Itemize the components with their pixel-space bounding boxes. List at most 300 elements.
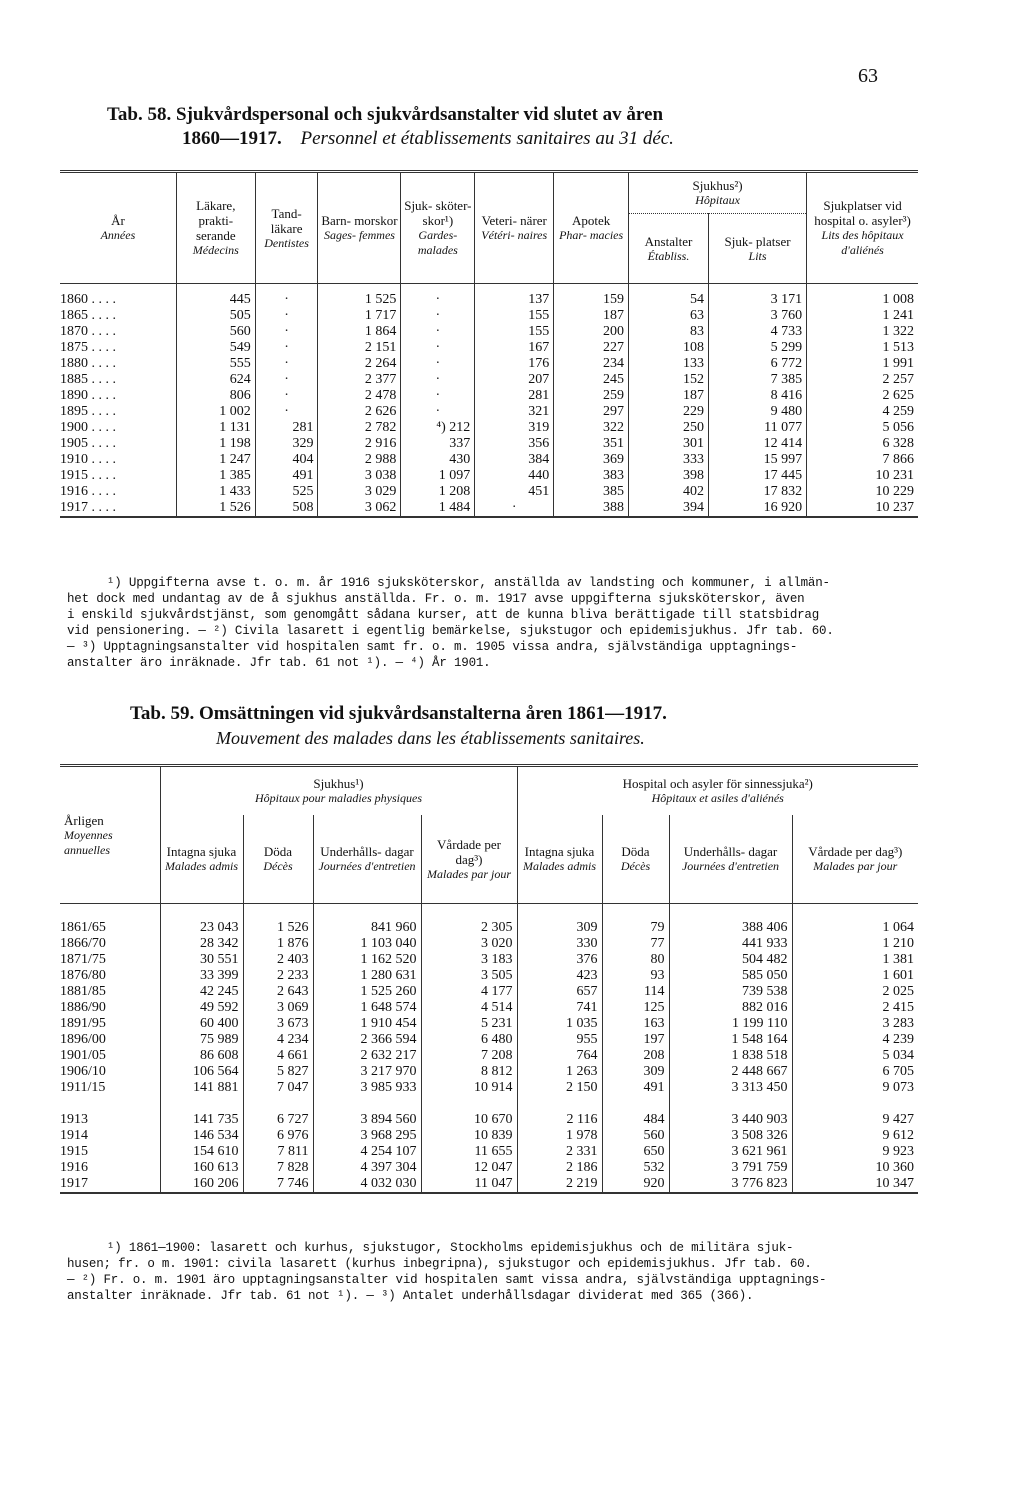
tab58-cell: 1905 . . . . (60, 436, 116, 451)
tab59-cell: 1913 (60, 1112, 88, 1127)
tab58-cell: · (401, 404, 475, 420)
tab59-cell: 60 400 (160, 1016, 243, 1032)
tab59-row (60, 1016, 918, 1032)
tab59-cell: 2 025 (792, 984, 918, 1000)
tab58-cell: 152 (629, 372, 709, 388)
tab59-cell: 955 (517, 1032, 602, 1048)
tab59-cell: 3 440 903 (669, 1112, 792, 1128)
tab59-cell: 2 415 (792, 1000, 918, 1016)
tab59-cell: 79 (602, 920, 669, 936)
tab58-cell: 1890 . . . . (60, 388, 116, 403)
tab59-cell: 3 313 450 (669, 1080, 792, 1096)
tab59-cell: 6 705 (792, 1064, 918, 1080)
tab59-cell: 1 548 164 (669, 1032, 792, 1048)
tab58-cell: 1 198 (176, 436, 255, 452)
tab58-cell: 297 (554, 404, 629, 420)
tab58-header-anstalter: Anstalter Établiss. (629, 214, 709, 284)
tab59-header-group2: Hospital och asyler för sinnessjuka²) Hôpitaux et asiles d'aliénés (517, 766, 918, 816)
tab59-cell: 3 985 933 (313, 1080, 421, 1096)
tab59-cell: 2 150 (517, 1080, 602, 1096)
tab59-cell: 2 331 (517, 1144, 602, 1160)
tab59-cell: 10 347 (792, 1176, 918, 1193)
tab59-spacer (60, 1096, 918, 1112)
tab58-cell: 245 (554, 372, 629, 388)
tab59-cell: 8 812 (421, 1064, 517, 1080)
tab58-cell: 321 (475, 404, 554, 420)
tab59-cell: 504 482 (669, 952, 792, 968)
tab58-cell: 1 525 (318, 284, 401, 309)
tab58-cell: 137 (475, 284, 554, 309)
tab58-cell: 10 229 (807, 484, 918, 500)
tab58-cell: 1875 . . . . (60, 340, 116, 355)
tab59-cell: 1 838 518 (669, 1048, 792, 1064)
tab58-cell: 555 (176, 356, 255, 372)
tab59-header-group1: Sjukhus¹) Hôpitaux pour maladies physiques (160, 766, 517, 816)
tab58-cell: 1 717 (318, 308, 401, 324)
tab59-cell: 3 020 (421, 936, 517, 952)
tab59-cell: 141 735 (160, 1112, 243, 1128)
tab58-cell: 1 864 (318, 324, 401, 340)
tab59-cell: 1 103 040 (313, 936, 421, 952)
tab59-cell: 1881/85 (60, 984, 106, 999)
tab59-cell: 1901/05 (60, 1048, 106, 1063)
tab58-row (60, 308, 918, 324)
tab59-header-underh: Underhålls- dagar Journées d'entretien (313, 815, 421, 904)
tab59-cell: 30 551 (160, 952, 243, 968)
tab58-row (60, 500, 918, 517)
tab58-cell: 2 988 (318, 452, 401, 468)
tab58-cell: 445 (176, 284, 255, 309)
tab58-cell: 2 626 (318, 404, 401, 420)
tab58-cell: 133 (629, 356, 709, 372)
tab58-cell: 259 (554, 388, 629, 404)
tab58-cell: 155 (475, 308, 554, 324)
tab58-cell: 322 (554, 420, 629, 436)
tab58-cell: · (255, 308, 318, 324)
tab59-cell: 2 186 (517, 1160, 602, 1176)
tab58-title-line1: Tab. 58. Sjukvårdspersonal och sjukvårdsanstalter vid slutet av åren (107, 104, 664, 125)
tab58-cell: 281 (255, 420, 318, 436)
tab58-cell: 1870 . . . . (60, 324, 116, 339)
tab59-row (60, 1112, 918, 1128)
tab58-header-vet: Veteri- närer Vétéri- naires (475, 172, 554, 284)
tab58-cell: 17 445 (708, 468, 806, 484)
tab59-row (60, 920, 918, 936)
tab59-header-vardade: Vårdade per dag³) Malades par jour (421, 815, 517, 904)
tab59-cell: 1 648 574 (313, 1000, 421, 1016)
tab59-cell: 1886/90 (60, 1000, 106, 1015)
tab59-cell: 1871/75 (60, 952, 106, 967)
tab59-cell: 77 (602, 936, 669, 952)
tab58-cell: 229 (629, 404, 709, 420)
tab58-cell: 1900 . . . . (60, 420, 116, 435)
tab59-header-vardade-2: Vårdade per dag³) Malades par jour (792, 815, 918, 904)
tab59-cell: 1 064 (792, 920, 918, 936)
tab58-row (60, 284, 918, 309)
tab59-cell: 1 162 520 (313, 952, 421, 968)
tab59-cell: 4 234 (243, 1032, 313, 1048)
tab59-cell: 376 (517, 952, 602, 968)
tab58-header-hospital: Sjukplatser vid hospital o. asyler³) Lits des hôpitaux d'aliénés (807, 172, 918, 284)
tab58-cell: 10 237 (807, 500, 918, 517)
tab59-cell: 3 069 (243, 1000, 313, 1016)
tab59-row (60, 1064, 918, 1080)
tab58-cell: 3 760 (708, 308, 806, 324)
tab58-cell: 1 484 (401, 500, 475, 517)
tab58-cell: 394 (629, 500, 709, 517)
tab58-row (60, 388, 918, 404)
tab58-cell: 6 328 (807, 436, 918, 452)
tab58-cell: · (401, 388, 475, 404)
tab58-cell: 402 (629, 484, 709, 500)
tab58-cell: 176 (475, 356, 554, 372)
tab58-table (60, 170, 918, 518)
tab58-cell: 11 077 (708, 420, 806, 436)
tab59-cell: 160 613 (160, 1160, 243, 1176)
tab59-row (60, 1176, 918, 1193)
tab59-cell: 86 608 (160, 1048, 243, 1064)
tab59-cell: 1 210 (792, 936, 918, 952)
tab59-cell: 1 199 110 (669, 1016, 792, 1032)
tab58-cell: · (401, 340, 475, 356)
tab58-row (60, 484, 918, 500)
tab59-cell: 208 (602, 1048, 669, 1064)
tab58-cell: 508 (255, 500, 318, 517)
tab59-cell: 882 016 (669, 1000, 792, 1016)
tab58-cell: 207 (475, 372, 554, 388)
tab59-cell: 7 208 (421, 1048, 517, 1064)
tab58-cell: 3 171 (708, 284, 806, 309)
tab58-row (60, 436, 918, 452)
tab58-cell: 108 (629, 340, 709, 356)
tab59-cell: 1917 (60, 1176, 88, 1191)
tab59-cell: 388 406 (669, 920, 792, 936)
tab59-cell: 146 534 (160, 1128, 243, 1144)
tab58-cell: 385 (554, 484, 629, 500)
tab58-cell: 12 414 (708, 436, 806, 452)
tab59-row (60, 1144, 918, 1160)
tab58-cell: 1 241 (807, 308, 918, 324)
tab58-row (60, 468, 918, 484)
tab58-cell: 2 916 (318, 436, 401, 452)
tab59-header-intagna-2: Intagna sjuka Malades admis (517, 815, 602, 904)
tab58-cell: 319 (475, 420, 554, 436)
tab58-cell: 54 (629, 284, 709, 309)
tab58-cell: 549 (176, 340, 255, 356)
tab58-cell: 234 (554, 356, 629, 372)
tab58-cell: 491 (255, 468, 318, 484)
tab59-cell: 1866/70 (60, 936, 106, 951)
tab58-cell: 6 772 (708, 356, 806, 372)
tab59-cell: 739 538 (669, 984, 792, 1000)
tab59-cell: 4 254 107 (313, 1144, 421, 1160)
tab58-cell: · (255, 388, 318, 404)
tab58-cell: 1915 . . . . (60, 468, 116, 483)
tab59-cell: 3 776 823 (669, 1176, 792, 1193)
tab58-cell: 1 991 (807, 356, 918, 372)
tab58-cell: 7 385 (708, 372, 806, 388)
tab58-cell: 63 (629, 308, 709, 324)
tab58-cell: · (401, 372, 475, 388)
tab59-cell: 3 508 326 (669, 1128, 792, 1144)
tab59-cell: 2 632 217 (313, 1048, 421, 1064)
tab58-cell: 4 733 (708, 324, 806, 340)
tab59-row (60, 984, 918, 1000)
tab59-cell: 4 032 030 (313, 1176, 421, 1193)
tab58-cell: 200 (554, 324, 629, 340)
tab59-cell: 585 050 (669, 968, 792, 984)
tab59-cell: 9 427 (792, 1112, 918, 1128)
tab58-header-tand: Tand- läkare Dentistes (255, 172, 318, 284)
tab59-row (60, 1048, 918, 1064)
tab58-cell: 398 (629, 468, 709, 484)
tab58-cell: 333 (629, 452, 709, 468)
tab59-cell: 532 (602, 1160, 669, 1176)
tab58-cell: 2 257 (807, 372, 918, 388)
tab58-cell: 301 (629, 436, 709, 452)
tab58-cell: 1 008 (807, 284, 918, 309)
tab58-header-barn: Barn- morskor Sages- femmes (318, 172, 401, 284)
tab58-header-lakare: Läkare, prakti- serande Médecins (176, 172, 255, 284)
tab58-cell: 1 131 (176, 420, 255, 436)
tab59-cell: 2 305 (421, 920, 517, 936)
tab58-header-sjuk: Sjuk- sköter- skor¹) Gardes- malades (401, 172, 475, 284)
tab59-cell: 5 827 (243, 1064, 313, 1080)
tab58-cell: 8 416 (708, 388, 806, 404)
tab59-footnotes: ¹) 1861—1900: lasarett och kurhus, sjukstugor, Stockholms epidemisjukhus och de militära sjuk- husen; fr. o m. 1901: civila lasarett (kurhus inbegripna), sjukstugor och epidemisjukhus. Jfr tab. 60. — ²) Fr. o. m. 1901 äro upptagningsanstalter vid hospitalen samt vissa andra, självständiga upptagnings- anstalter inräknade. Jfr tab. 61 not ¹). — ³) Antalet underhållsdagar dividerat med 365 (366). (67, 1241, 827, 1303)
tab58-header-year: År Années (60, 172, 176, 284)
tab58-cell: 2 377 (318, 372, 401, 388)
tab59-cell: 330 (517, 936, 602, 952)
tab58-cell: 187 (554, 308, 629, 324)
tab59-cell: 309 (517, 920, 602, 936)
tab58-cell: 1 526 (176, 500, 255, 517)
tab59-row (60, 1000, 918, 1016)
tab58-cell: 2 782 (318, 420, 401, 436)
tab58-cell: 806 (176, 388, 255, 404)
tab58-cell: 1 385 (176, 468, 255, 484)
tab59-cell: 106 564 (160, 1064, 243, 1080)
tab59-cell: 1 280 631 (313, 968, 421, 984)
tab59-cell: 2 643 (243, 984, 313, 1000)
tab59-cell: 2 403 (243, 952, 313, 968)
tab58-cell: 430 (401, 452, 475, 468)
tab59-cell: 6 976 (243, 1128, 313, 1144)
tab59-cell: 1 601 (792, 968, 918, 984)
page-number: 63 (858, 65, 878, 87)
tab58-cell: 1 097 (401, 468, 475, 484)
tab59-cell: 160 206 (160, 1176, 243, 1193)
tab58-header-platser: Sjuk- platser Lits (708, 214, 806, 284)
tab58-row (60, 372, 918, 388)
tab58-subtitle: Personnel et établissements sanitaires au 31 déc. (300, 128, 674, 149)
tab58-cell: 451 (475, 484, 554, 500)
tab59-cell: 7 828 (243, 1160, 313, 1176)
tab58-cell: 83 (629, 324, 709, 340)
tab58-cell: 525 (255, 484, 318, 500)
tab59-cell: 2 366 594 (313, 1032, 421, 1048)
tab58-cell: 15 997 (708, 452, 806, 468)
tab58-cell: 356 (475, 436, 554, 452)
tab59-cell: 657 (517, 984, 602, 1000)
tab58-cell: · (401, 324, 475, 340)
tab59-header-doda: Döda Décès (243, 815, 313, 904)
tab58-cell: 1860 . . . . (60, 292, 116, 307)
tab59-cell: 33 399 (160, 968, 243, 984)
tab58-cell: 1917 . . . . (60, 500, 116, 515)
tab59-cell: 764 (517, 1048, 602, 1064)
tab59-cell: 93 (602, 968, 669, 984)
tab59-cell: 1 381 (792, 952, 918, 968)
tab58-cell: 2 625 (807, 388, 918, 404)
tab58-cell: · (255, 372, 318, 388)
tab59-cell: 7 811 (243, 1144, 313, 1160)
tab59-cell: 28 342 (160, 936, 243, 952)
tab58-cell: 1 208 (401, 484, 475, 500)
tab58-cell: 2 264 (318, 356, 401, 372)
tab58-cell: 5 056 (807, 420, 918, 436)
tab58-cell: 9 480 (708, 404, 806, 420)
tab59-cell: 4 239 (792, 1032, 918, 1048)
tab58-cell: · (255, 284, 318, 309)
tab59-cell: 10 839 (421, 1128, 517, 1144)
tab59-cell: 10 914 (421, 1080, 517, 1096)
tab59-cell: 80 (602, 952, 669, 968)
tab59-cell: 1896/00 (60, 1032, 106, 1047)
tab58-cell: 1880 . . . . (60, 356, 116, 371)
tab59-cell: 3 621 961 (669, 1144, 792, 1160)
tab58-cell: 2 151 (318, 340, 401, 356)
tab59-cell: 9 612 (792, 1128, 918, 1144)
tab58-row (60, 356, 918, 372)
tab58-cell: 1 513 (807, 340, 918, 356)
tab58-cell: 505 (176, 308, 255, 324)
tab58-cell: · (401, 356, 475, 372)
tab59-header-intagna: Intagna sjuka Malades admis (160, 815, 243, 904)
tab59-header-underh-2: Underhålls- dagar Journées d'entretien (669, 815, 792, 904)
tab58-cell: 155 (475, 324, 554, 340)
tab58-cell: 227 (554, 340, 629, 356)
tab58-cell: 250 (629, 420, 709, 436)
tab58-cell: · (255, 324, 318, 340)
tab59-row (60, 1032, 918, 1048)
tab59-cell: 42 245 (160, 984, 243, 1000)
tab59-cell: 3 673 (243, 1016, 313, 1032)
tab59-cell: 1 035 (517, 1016, 602, 1032)
tab58-row (60, 452, 918, 468)
tab58-cell: 1910 . . . . (60, 452, 116, 467)
tab59-cell: 1 978 (517, 1128, 602, 1144)
tab59-cell: 1891/95 (60, 1016, 106, 1031)
tab59-cell: 491 (602, 1080, 669, 1096)
tab58-cell: 1916 . . . . (60, 484, 116, 499)
tab58-cell: · (475, 500, 554, 517)
tab58-cell: 1 247 (176, 452, 255, 468)
tab58-cell: 329 (255, 436, 318, 452)
tab59-title: Tab. 59. Omsättningen vid sjukvårdsanstalterna åren 1861—1917. (130, 703, 667, 724)
tab59-cell: 560 (602, 1128, 669, 1144)
tab59-cell: 1916 (60, 1160, 88, 1175)
tab59-cell: 3 968 295 (313, 1128, 421, 1144)
tab59-cell: 1915 (60, 1144, 88, 1159)
tab59-cell: 1876/80 (60, 968, 106, 983)
tab59-cell: 3 183 (421, 952, 517, 968)
tab58-cell: 369 (554, 452, 629, 468)
tab59-cell: 141 881 (160, 1080, 243, 1096)
tab58-cell: 5 299 (708, 340, 806, 356)
tab59-cell: 114 (602, 984, 669, 1000)
tab59-cell: 11 655 (421, 1144, 517, 1160)
tab59-cell: 125 (602, 1000, 669, 1016)
tab58-row (60, 420, 918, 436)
tab59-cell: 4 661 (243, 1048, 313, 1064)
tab58-row (60, 324, 918, 340)
tab59-cell: 23 043 (160, 920, 243, 936)
tab59-cell: 2 116 (517, 1112, 602, 1128)
tab59-cell: 1 263 (517, 1064, 602, 1080)
tab58-cell: 167 (475, 340, 554, 356)
tab58-cell: 560 (176, 324, 255, 340)
tab59-cell: 1 876 (243, 936, 313, 952)
tab59-cell: 2 219 (517, 1176, 602, 1193)
tab59-row (60, 952, 918, 968)
tab58-cell: 3 029 (318, 484, 401, 500)
tab58-cell: 1885 . . . . (60, 372, 116, 387)
tab59-cell: 1861/65 (60, 920, 106, 935)
tab59-cell: 1 910 454 (313, 1016, 421, 1032)
tab58-cell: · (255, 340, 318, 356)
tab58-cell: 10 231 (807, 468, 918, 484)
tab59-cell: 309 (602, 1064, 669, 1080)
tab59-row (60, 1160, 918, 1176)
tab59-cell: 10 670 (421, 1112, 517, 1128)
tab59-cell: 9 923 (792, 1144, 918, 1160)
tab58-cell: 440 (475, 468, 554, 484)
tab59-subtitle: Mouvement des malades dans les établissements sanitaires. (216, 728, 645, 748)
tab59-cell: 3 791 759 (669, 1160, 792, 1176)
tab59-cell: 7 746 (243, 1176, 313, 1193)
tab59-cell: 920 (602, 1176, 669, 1193)
tab59-header-period: Årligen Moyennes annuelles (60, 766, 160, 904)
tab59-cell: 12 047 (421, 1160, 517, 1176)
tab59-cell: 3 217 970 (313, 1064, 421, 1080)
tab58-cell: 281 (475, 388, 554, 404)
tab58-header-apo: Apotek Phar- macies (554, 172, 629, 284)
tab59-cell: 3 505 (421, 968, 517, 984)
tab59-cell: 1 525 260 (313, 984, 421, 1000)
tab58-cell: 1895 . . . . (60, 404, 116, 419)
tab58-cell: 16 920 (708, 500, 806, 517)
tab58-header-sjukhus: Sjukhus²) Hôpitaux (629, 172, 807, 214)
tab59-row (60, 1080, 918, 1096)
tab58-cell: 17 832 (708, 484, 806, 500)
tab59-spacer (60, 904, 918, 921)
tab59-cell: 197 (602, 1032, 669, 1048)
tab58-cell: 337 (401, 436, 475, 452)
tab59-cell: 650 (602, 1144, 669, 1160)
tab58-cell: ⁴) 212 (401, 420, 475, 436)
tab59-cell: 154 610 (160, 1144, 243, 1160)
tab59-cell: 75 989 (160, 1032, 243, 1048)
tab59-cell: 1914 (60, 1128, 88, 1143)
tab58-cell: 388 (554, 500, 629, 517)
tab58-cell: 1 433 (176, 484, 255, 500)
tab59-table (60, 764, 918, 1194)
tab59-cell: 9 073 (792, 1080, 918, 1096)
tab59-cell: 4 177 (421, 984, 517, 1000)
tab59-cell: 1911/15 (60, 1080, 106, 1095)
tab58-cell: 404 (255, 452, 318, 468)
